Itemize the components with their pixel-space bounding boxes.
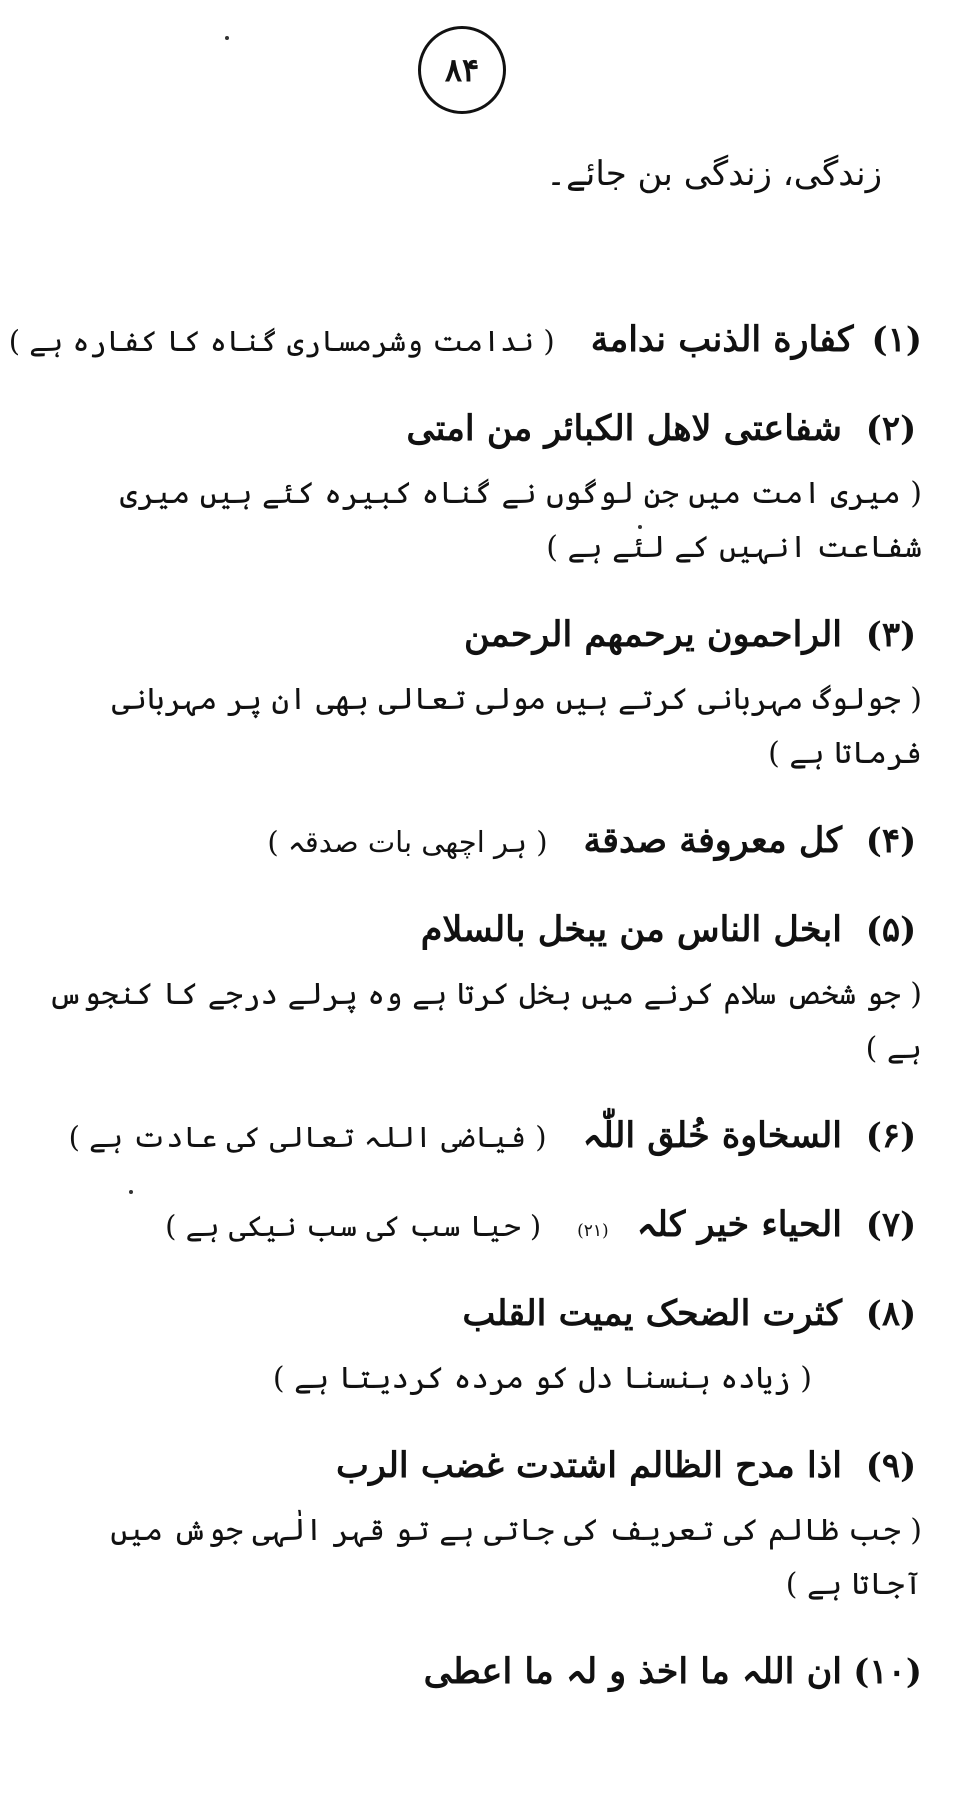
saying-line (38, 1108, 922, 1165)
saying-1 (8, 312, 922, 369)
saying-number: (۸) (865, 1294, 917, 1334)
saying-line (8, 312, 922, 369)
saying-number: (۱۰) (853, 1652, 922, 1692)
saying-arabic: الحیاء خیر کلہ (636, 1204, 842, 1245)
saying-arabic: ابخل الناس من یبخل بالسلام (420, 909, 842, 950)
saying-translation: ( حیا سب کی سب نیکی ہے ) (165, 1209, 542, 1243)
saying-9 (38, 1438, 922, 1612)
saying-arabic: کفارة الذنب ندامة (590, 319, 854, 360)
saying-line (38, 813, 922, 870)
sayings-list (8, 312, 922, 1700)
saying-translation: ( زیادہ ہنسنا دل کو مردہ کردیتا ہے ) (272, 1361, 812, 1396)
saying-number: (۹) (865, 1446, 917, 1486)
saying-number: (۵) (865, 910, 917, 950)
saying-line (38, 1438, 922, 1494)
saying-2 (38, 401, 922, 575)
speck-top (225, 36, 229, 40)
saying-translation: ( ہر اچھی بات صدقہ ) (267, 825, 548, 859)
saying-translation: ( فیاضی اللہ تعالی کی عادت ہے ) (68, 1120, 547, 1154)
saying-7 (38, 1197, 922, 1254)
saying-translation: ( میری امت میں جن لوگوں نے گناہ کبیرہ کئے ہیں میری شفاعت انہیں کے لئے ہے ) (119, 476, 922, 565)
saying-reference: (۲۱) (577, 1221, 609, 1241)
saying-4 (38, 813, 922, 870)
page-number-badge (418, 26, 506, 114)
saying-line (38, 1286, 922, 1342)
saying-number: (۴) (865, 821, 917, 861)
saying-10 (38, 1644, 922, 1700)
saying-line (38, 902, 922, 958)
saying-translation: ( جو شخص سلام کرنے میں بخل کرتا ہے وہ پرلے درجے کا کنجوس ہے ) (48, 977, 922, 1066)
saying-number: (۳) (865, 615, 917, 655)
saying-line (38, 1197, 922, 1254)
saying-6 (38, 1108, 922, 1165)
saying-line (38, 401, 922, 457)
saying-arabic: کثرت الضحک یمیت القلب (462, 1293, 842, 1334)
saying-number: (۶) (865, 1116, 917, 1156)
saying-number: (۲) (865, 409, 917, 449)
saying-arabic: کل معروفة صدقة (583, 820, 842, 861)
saying-line (38, 1644, 922, 1700)
saying-number: (۱) (871, 320, 922, 360)
saying-5 (38, 902, 922, 1076)
intro-line: زندگی، زندگی بن جائے۔ (546, 154, 882, 194)
saying-translation: ( جولوگ مہربانی کرتے ہیں مولی تعالی بھی ان پر مہربانی فرماتا ہے ) (111, 682, 922, 771)
saying-translation: ( جب ظالم کی تعریف کی جاتی ہے تو قہر الٰہی جوش میں آجاتا ہے ) (110, 1513, 922, 1602)
saying-number: (۷) (865, 1205, 917, 1245)
saying-arabic: اذا مدح الظالم اشتدت غضب الرب (336, 1445, 842, 1486)
saying-arabic: شفاعتی لاھل الکبائر من امتی (406, 408, 842, 449)
saying-arabic: السخاوة خُلق اللّٰہ (582, 1115, 842, 1156)
saying-3 (38, 607, 922, 781)
saying-line (38, 607, 922, 663)
saying-arabic: ان اللہ ما اخذ و لہ ما اعطی (423, 1651, 842, 1692)
page-number: ۸۴ (444, 51, 480, 89)
saying-arabic: الراحمون یرحمھم الرحمن (463, 614, 842, 655)
saying-8 (38, 1286, 922, 1406)
saying-translation: ( ندامت وشرمساری گناہ کا کفارہ ہے ) (8, 324, 555, 358)
